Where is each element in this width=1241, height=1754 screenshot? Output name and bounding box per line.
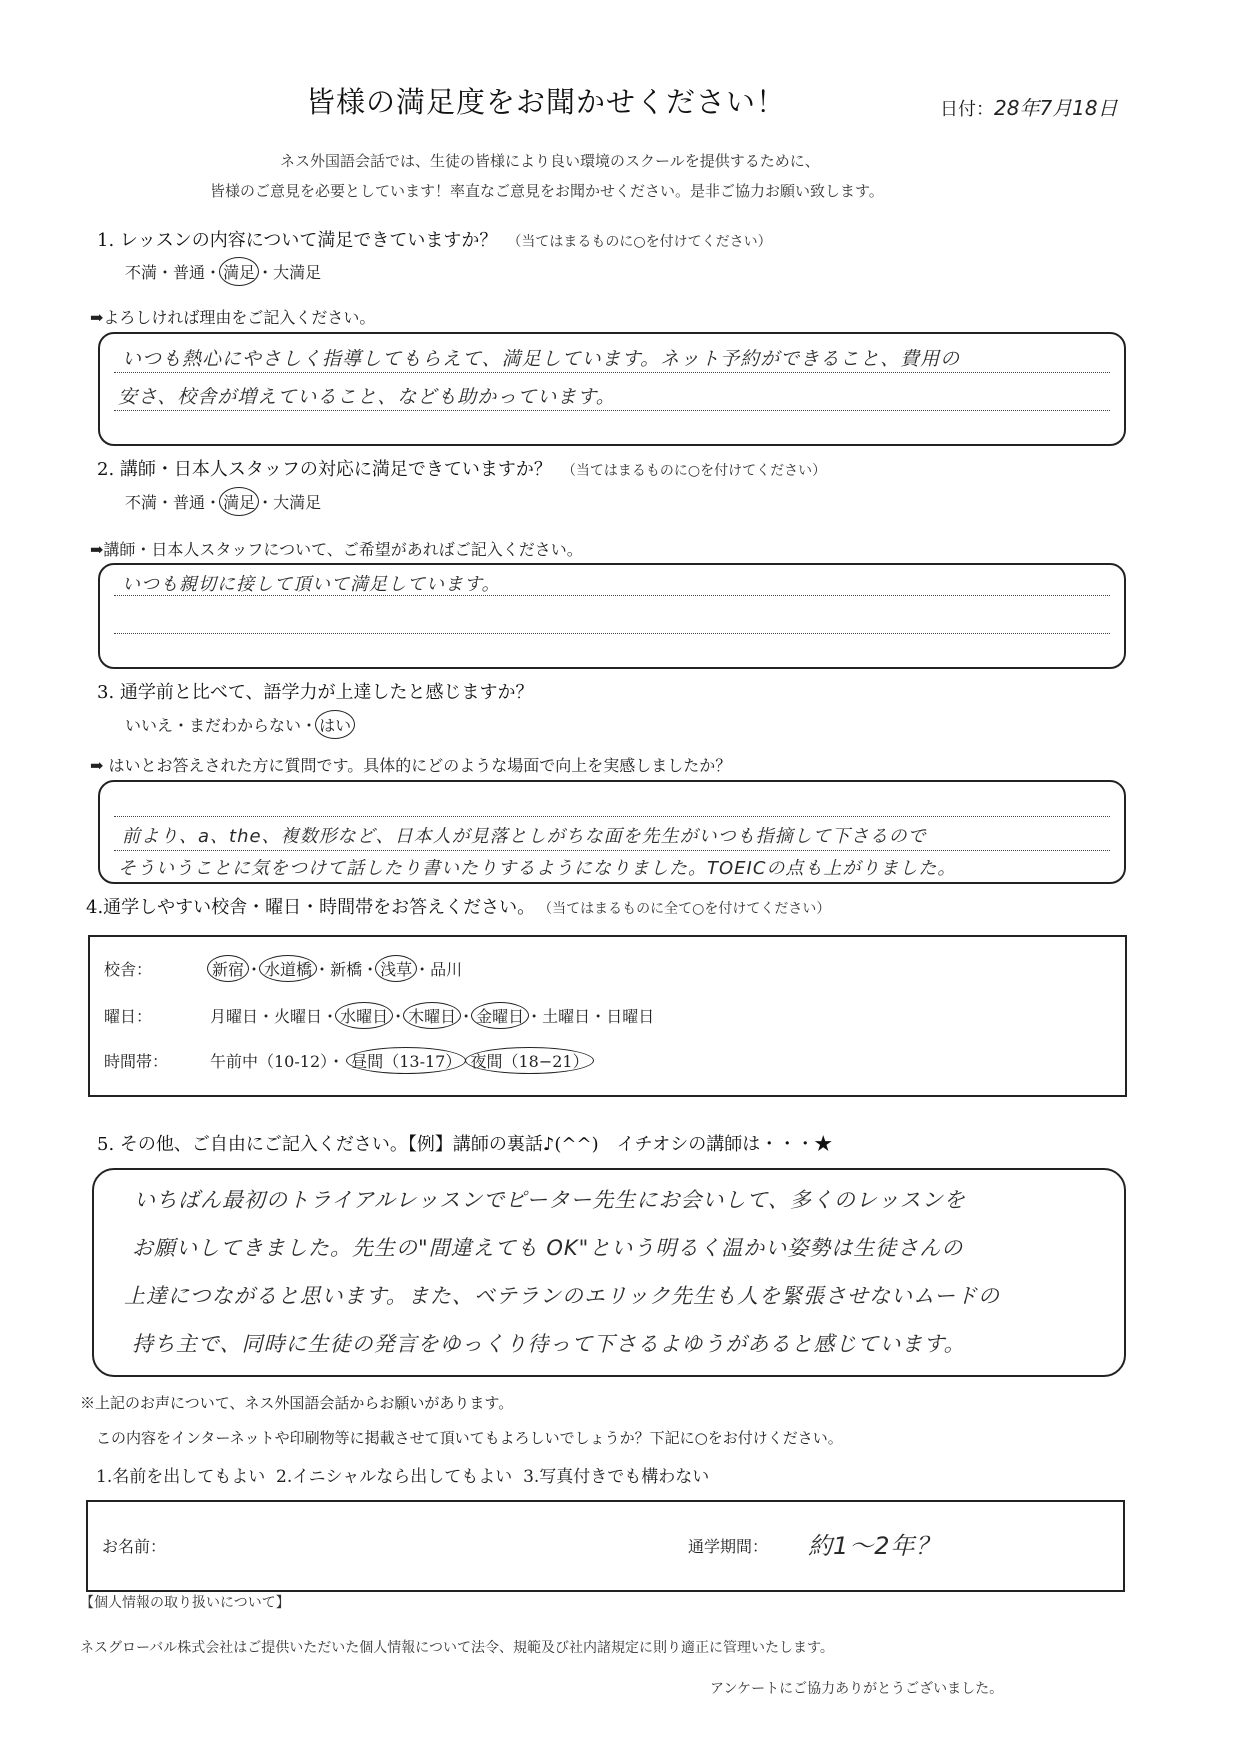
consent-option-initials[interactable]: 2.イニシャルなら出してもよい — [276, 1467, 513, 1487]
dotted-line — [114, 372, 1110, 373]
consent-options[interactable] — [96, 1462, 709, 1487]
intro-line-1: ネス外国語会話では、生徒の皆様により良い環境のスクールを提供するために、 — [280, 152, 820, 170]
weekday-wednesday-selected[interactable]: 水曜日 — [335, 1002, 393, 1029]
q3-follow-up: ➡ はいとお答えされた方に質問です。具体的にどのような場面で向上を実感しましたか？ — [90, 756, 732, 775]
campus-shinjuku-selected[interactable]: 新宿 — [207, 955, 249, 982]
date-field[interactable] — [940, 92, 1118, 121]
q3-question: 3. 通学前と比べて、語学力が上達したと感じますか？ — [97, 682, 534, 703]
q4-question-text: 4.通学しやすい校舎・曜日・時間帯をお答えください。 — [86, 897, 536, 918]
campus-suidobashi-selected[interactable]: 水道橋 — [259, 955, 317, 982]
timeslot-daytime-selected[interactable]: 昼間（13-17） — [346, 1047, 466, 1074]
q2-option-manzoku-selected[interactable]: 満足 — [219, 487, 259, 516]
q1-option-manzoku-selected[interactable]: 満足 — [219, 257, 259, 286]
weekday-options[interactable]: 月曜日・火曜日・ 水曜日 ・ 木曜日 ・ 金曜日 ・土曜日・日曜日 — [210, 1004, 654, 1027]
campus-options[interactable]: 新宿 ・ 水道橋 ・新橋・ 浅草 ・品川 — [210, 957, 462, 980]
consent-option-photo[interactable]: 3.写真付きでも構わない — [523, 1467, 710, 1487]
q2-note: （当てはまるものに○を付けてください） — [561, 463, 827, 479]
dotted-line — [114, 850, 1110, 851]
q1-options[interactable]: 不満・普通・ 満足 ・大満足 — [125, 260, 321, 283]
name-field[interactable] — [188, 1530, 608, 1558]
q5-answer-line-3: 上達につながると思います。また、ベテランのエリック先生も人を緊張させないムードの — [124, 1284, 1001, 1308]
name-label: お名前： — [102, 1537, 167, 1556]
q2-option-futsuu[interactable]: 普通 — [173, 493, 206, 512]
campus-label: 校舎： — [104, 960, 153, 979]
q2-option-daimanzoku[interactable]: 大満足 — [273, 493, 322, 512]
name-period-box — [86, 1500, 1125, 1592]
weekday-friday-selected[interactable]: 金曜日 — [471, 1002, 529, 1029]
q1-option-fuman[interactable]: 不満 — [125, 263, 158, 282]
campus-shinbashi[interactable]: 新橋 — [330, 960, 363, 979]
weekday-sunday[interactable]: 日曜日 — [606, 1007, 655, 1026]
timeslot-options[interactable]: 午前中（10-12）・ 昼間（13-17） 夜間（18−21） — [210, 1049, 591, 1072]
q1-option-futsuu[interactable]: 普通 — [173, 263, 206, 282]
q2-follow-up: ➡講師・日本人スタッフについて、ご希望があればご記入ください。 — [90, 540, 583, 559]
q5-answer-line-4: 持ち主で、同時に生徒の発言をゆっくり待って下さるよゆうがあると感じています。 — [132, 1332, 966, 1356]
q1-answer-box[interactable] — [98, 332, 1126, 446]
date-label: 日付： — [940, 99, 994, 120]
q1-answer-line-2: 安さ、校舎が増えていること、なども助かっています。 — [118, 386, 616, 408]
consent-notice: ※上記のお声について、ネス外国語会話からお願いがあります。 — [80, 1394, 514, 1412]
q2-options[interactable]: 不満・普通・ 満足 ・大満足 — [125, 490, 321, 513]
q1-follow-up: ➡よろしければ理由をご記入ください。 — [90, 308, 376, 327]
weekday-tuesday[interactable]: 火曜日 — [274, 1007, 323, 1026]
thanks-text: アンケートにご協力ありがとうございました。 — [710, 1681, 1004, 1697]
q3-options[interactable]: いいえ・まだわからない・ はい — [125, 713, 353, 736]
q2-answer-box[interactable] — [98, 563, 1126, 669]
campus-asakusa-selected[interactable]: 浅草 — [375, 955, 417, 982]
q3-answer-line-1: 前より、a、the、複数形など、日本人が見落としがちな面を先生がいつも指摘して下さるので — [122, 826, 927, 847]
timeslot-night-selected[interactable]: 夜間（18−21） — [465, 1047, 593, 1074]
date-value: 28年7月18日 — [994, 96, 1118, 120]
weekday-monday[interactable]: 月曜日 — [210, 1007, 259, 1026]
q4-note: （当てはまるものに全て○を付けてください） — [545, 901, 831, 917]
q2-answer-line-1: いつも親切に接して頂いて満足しています。 — [122, 574, 501, 595]
q2-option-fuman[interactable]: 不満 — [125, 493, 158, 512]
q3-option-iie[interactable]: いいえ — [125, 716, 174, 735]
weekday-thursday-selected[interactable]: 木曜日 — [403, 1002, 461, 1029]
period-field[interactable]: 約1〜2年？ — [808, 1532, 941, 1560]
weekday-saturday[interactable]: 土曜日 — [542, 1007, 591, 1026]
intro-line-2: 皆様のご意見を必要としています！率直なご意見をお聞かせください。是非ご協力お願い致します。 — [210, 182, 884, 200]
q5-answer-line-2: お願いしてきました。先生の"間違えても OK"という明るく温かい姿勢は生徒さんの — [132, 1236, 964, 1260]
q1-question-text: 1. レッスンの内容について満足できていますか？ — [97, 230, 498, 251]
q4-question — [86, 893, 830, 919]
q3-option-mada[interactable]: まだわからない — [189, 716, 302, 735]
consent-option-name[interactable]: 1.名前を出してもよい — [96, 1467, 266, 1487]
consent-question: この内容をインターネットや印刷物等に掲載させて頂いてもよろしいでしょうか？下記に○をお付けください。 — [96, 1429, 843, 1447]
q1-option-daimanzoku[interactable]: 大満足 — [273, 263, 322, 282]
q4-options-box — [88, 935, 1127, 1097]
q5-question: 5. その他、ご自由にご記入ください。【例】講師の裏話♪(^^) イチオシの講師は・・・★ — [97, 1134, 833, 1155]
q5-answer-box[interactable] — [92, 1168, 1126, 1377]
timeslot-morning[interactable]: 午前中（10-12） — [210, 1052, 329, 1071]
campus-shinagawa[interactable]: 品川 — [430, 960, 463, 979]
q3-option-hai-selected[interactable]: はい — [315, 710, 355, 739]
q2-question — [97, 455, 826, 481]
weekday-label: 曜日： — [104, 1007, 153, 1026]
q5-answer-line-1: いちばん最初のトライアルレッスンでピーター先生にお会いして、多くのレッスンを — [134, 1188, 966, 1212]
timeslot-label: 時間帯： — [104, 1052, 169, 1071]
privacy-text: ネスグローバル株式会社はご提供いただいた個人情報について法令、規範及び社内諸規定に則り適正に管理いたします。 — [80, 1640, 834, 1656]
q2-question-text: 2. 講師・日本人スタッフの対応に満足できていますか？ — [97, 459, 552, 480]
q3-answer-box[interactable] — [98, 780, 1126, 884]
privacy-heading: 【個人情報の取り扱いについて】 — [80, 1595, 290, 1611]
dotted-line — [114, 410, 1110, 411]
q1-answer-line-1: いつも熱心にやさしく指導してもらえて、満足しています。ネット予約ができること、費用の — [122, 348, 961, 370]
q1-question — [97, 226, 772, 252]
dotted-line — [114, 633, 1110, 634]
dotted-line — [114, 816, 1110, 817]
q3-answer-line-2: そういうことに気をつけて話したり書いたりするようになりました。TOEICの点も上がりました。 — [118, 858, 957, 879]
page-title: 皆様の満足度をお聞かせください！ — [306, 85, 787, 119]
q1-note: （当てはまるものに○を付けてください） — [507, 234, 772, 250]
period-label: 通学期間： — [688, 1537, 769, 1556]
